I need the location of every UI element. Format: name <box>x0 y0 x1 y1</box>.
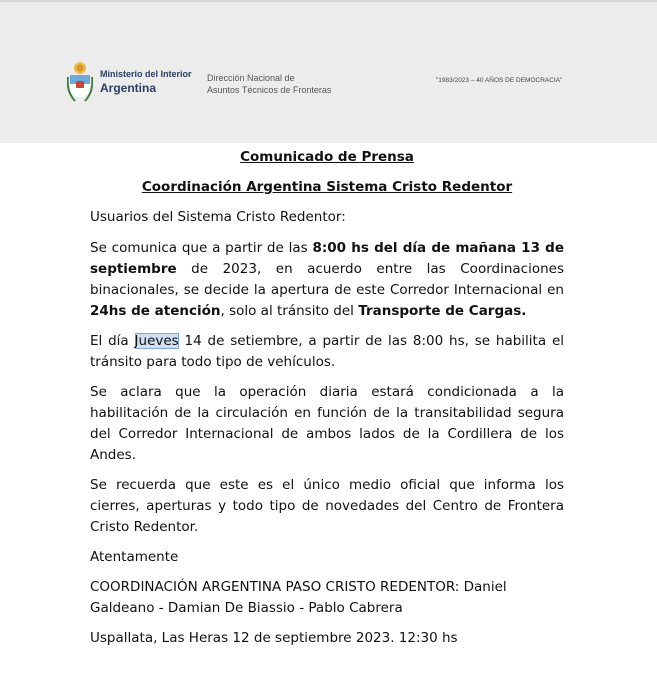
paragraph-official-channel: Se recuerda que este es el único medio oficial que informa los cierres, aperturas y todo tipo de novedades del Centro de Frontera Cristo Redentor. <box>90 477 564 535</box>
p1-text-c: de 2023, en acuerdo entre las Coordinaciones binacionales, se decide la apertura de este Corredor Internacional en <box>90 261 564 298</box>
p1-text-e: , solo al tránsito del <box>220 303 359 319</box>
highlighted-word: Jueves <box>134 333 179 349</box>
p1-bold-hours: 24hs de atención <box>90 303 221 319</box>
motto: "1983/2023 – 40 AÑOS DE DEMOCRACIA" <box>436 77 563 84</box>
p2-text-a: El día <box>90 333 135 349</box>
p1-bold-transport: Transporte de Cargas. <box>358 303 527 319</box>
dept-line1: Dirección Nacional de <box>207 73 295 83</box>
closing: Atentamente <box>90 549 179 565</box>
ministry-line1: Ministerio del Interior <box>100 69 192 79</box>
greeting: Usuarios del Sistema Cristo Redentor: <box>90 209 346 225</box>
ministry-line2: Argentina <box>100 81 157 95</box>
ministry-name <box>100 70 192 94</box>
document-title: Comunicado de Prensa <box>240 149 414 165</box>
document-subtitle: Coordinación Argentina Sistema Cristo Redentor <box>141 179 513 195</box>
p2-text-b: 14 de setiembre, a partir de las 8:00 hs, se habilita el tránsito para todo tipo de vehículos. <box>90 333 564 370</box>
letterhead <box>0 0 657 143</box>
paragraph-thursday <box>90 331 564 373</box>
dept-line2: Asuntos Técnicos de Fronteras <box>207 85 332 95</box>
p1-text-a: Se comunica que a partir de las <box>90 240 313 256</box>
department-name <box>207 72 331 96</box>
press-release-body <box>90 143 564 649</box>
signature: COORDINACIÓN ARGENTINA PASO CRISTO REDENTOR: Daniel Galdeano - Damian De Biassio - Pablo Cabrera <box>90 579 507 616</box>
p1-bold-datetime: 8:00 hs del día de mañana 13 de septiembre <box>90 240 564 277</box>
place-date: Uspallata, Las Heras 12 de septiembre 2023. 12:30 hs <box>90 630 458 646</box>
paragraph-opening <box>90 238 564 322</box>
paragraph-conditions: Se aclara que la operación diaria estará condicionada a la habilitación de la circulación en función de la transitabilidad segura del Corredor Internacional de ambos lados de la Cordillera de los Andes. <box>90 384 564 463</box>
coat-of-arms-icon <box>67 59 93 103</box>
